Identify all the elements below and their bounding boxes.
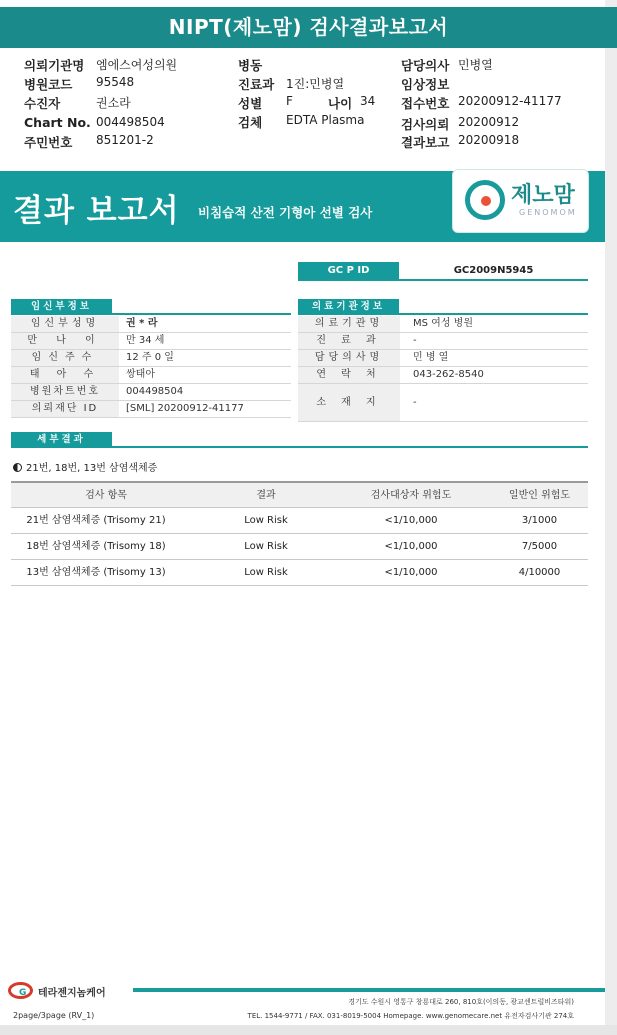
- table-row: [11, 367, 291, 384]
- pregnant-info-table: [11, 316, 291, 422]
- table-row: [11, 534, 588, 560]
- report-date-label: 결과보고: [401, 135, 450, 150]
- subheading-text: 21번, 18번, 13번 삼염색체증: [26, 463, 158, 474]
- test-item: 13번 삼염색체증 (Trisomy 13): [26, 567, 166, 578]
- clinical-info-label: 임상정보: [401, 77, 450, 92]
- detail-subheading: [13, 459, 157, 474]
- institution-value: 엠에스여성의원: [96, 58, 178, 72]
- logo-text: 제노맘: [511, 183, 575, 208]
- info-value: 민 병 열: [413, 352, 449, 363]
- footer-divider: [133, 988, 605, 992]
- table-row: [11, 508, 588, 534]
- institution-label: 의뢰기관명: [24, 58, 85, 73]
- bottom-scroll-area: [0, 1025, 617, 1035]
- genomom-logo: [452, 169, 589, 233]
- footer-address: 경기도 수원시 영통구 창룡대로 260, 810호(이의동, 광교센트럴비즈타워): [348, 998, 574, 1006]
- resident-no-value: 851201-2: [96, 133, 154, 147]
- examinee-label: 수진자: [24, 96, 61, 111]
- gcp-id-label: GC P ID: [298, 262, 399, 279]
- institution-info-table: [298, 316, 588, 422]
- column-header: 검사 항목: [85, 490, 127, 501]
- subject-risk: <1/10,000: [384, 541, 438, 552]
- subject-risk: <1/10,000: [384, 515, 438, 526]
- test-item: 18번 삼염색체증 (Trisomy 18): [26, 541, 166, 552]
- info-label: 임신주수: [11, 350, 119, 366]
- subject-risk: <1/10,000: [384, 567, 438, 578]
- table-row: [11, 333, 291, 350]
- hospital-code-label: 병원코드: [24, 77, 73, 92]
- column-header: 결과: [256, 490, 276, 501]
- receipt-no-value: 20200912-41177: [458, 94, 562, 108]
- table-row: [298, 316, 588, 333]
- chart-no-label: Chart No.: [24, 115, 91, 130]
- general-risk: 4/10000: [518, 567, 561, 578]
- general-risk: 7/5000: [521, 541, 558, 552]
- department-label: 진료과: [238, 77, 275, 92]
- table-row: [11, 316, 291, 333]
- doctor-label: 담당의사: [401, 58, 450, 73]
- table-row: [298, 350, 588, 367]
- banner-subtitle: 비침습적 산전 기형아 선별 검사: [198, 205, 373, 220]
- info-value: -: [413, 335, 417, 346]
- results-table-header: [11, 481, 588, 508]
- detail-section-line: [11, 446, 588, 448]
- age-value: 34: [360, 94, 376, 108]
- institution-section-title: 의료기관정보: [298, 299, 399, 314]
- company-name: 테라젠지놈케어: [38, 988, 106, 999]
- table-row: [11, 384, 291, 401]
- info-value: 043-262-8540: [413, 369, 484, 380]
- banner-title: 결과 보고서: [13, 193, 180, 229]
- logo-subtext: GENOMOM: [519, 208, 577, 217]
- pregnant-section-line: [11, 313, 291, 315]
- footer-contact: TEL. 1544-9771 / FAX. 031-8019-5004 Homepage. www.genomecare.net 유전자검사기관 274호: [247, 1012, 574, 1020]
- info-value: MS 여성 병원: [413, 318, 473, 329]
- info-value: 쌍태아: [126, 369, 155, 380]
- test-result: Low Risk: [244, 515, 288, 526]
- info-label: 의뢰재단 ID: [11, 401, 119, 417]
- examinee-value: 권소라: [96, 96, 131, 110]
- detail-section-title: 세부결과: [11, 432, 112, 447]
- half-circle-icon: [13, 463, 22, 472]
- report-title-bar: [0, 7, 617, 48]
- info-label: 연 락 처: [298, 367, 400, 383]
- hospital-code-value: 95548: [96, 75, 135, 89]
- column-header: 일반인 위험도: [508, 490, 571, 501]
- info-label: 임신부성명: [11, 316, 119, 332]
- general-risk: 3/1000: [521, 515, 558, 526]
- info-label: 병원차트번호: [11, 384, 119, 400]
- ward-label: 병동: [238, 58, 263, 73]
- footer-company-logo: [8, 982, 128, 1000]
- request-date-value: 20200912: [458, 115, 520, 129]
- info-value: 004498504: [126, 386, 184, 397]
- gcp-id: [298, 262, 588, 281]
- table-row: [11, 401, 291, 418]
- company-logo-icon: G: [8, 982, 33, 999]
- table-row: [11, 560, 588, 586]
- info-value: 12 주 0 일: [126, 352, 174, 363]
- request-date-label: 검사의뢰: [401, 117, 450, 132]
- report-title: NIPT(제노맘) 검사결과보고서: [168, 15, 449, 39]
- sex-label: 성별: [238, 96, 263, 111]
- info-label: 소 재 지: [298, 384, 400, 421]
- info-label: 담당의사명: [298, 350, 400, 366]
- test-item: 21번 삼염색체증 (Trisomy 21): [26, 515, 166, 526]
- column-header: 검사대상자 위험도: [370, 490, 452, 501]
- report-date-value: 20200918: [458, 133, 520, 147]
- info-value: 권 * 라: [126, 318, 158, 329]
- table-row: [298, 333, 588, 350]
- info-value: -: [413, 397, 417, 408]
- table-row: [298, 367, 588, 384]
- age-label: 나이: [328, 96, 353, 111]
- receipt-no-label: 접수번호: [401, 96, 450, 111]
- info-value: [SML] 20200912-41177: [126, 403, 244, 414]
- info-value: 만 34 세: [126, 335, 165, 346]
- page-number: 2page/3page (RV_1): [13, 1011, 95, 1020]
- table-row: [11, 350, 291, 367]
- info-label: 의료기관명: [298, 316, 400, 332]
- sex-value: F: [286, 94, 293, 108]
- department-value: 1진:민병열: [286, 77, 345, 91]
- specimen-value: EDTA Plasma: [286, 113, 365, 127]
- header-info: [0, 52, 617, 157]
- info-label: 태 아 수: [11, 367, 119, 383]
- table-row: [298, 384, 588, 422]
- info-label: 진 료 과: [298, 333, 400, 349]
- logo-mother-icon: [465, 180, 505, 220]
- info-label: 만 나 이: [11, 333, 119, 349]
- pregnant-section-title: 임신부정보: [11, 299, 112, 314]
- resident-no-label: 주민번호: [24, 135, 73, 150]
- gcp-id-value: GC2009N5945: [453, 265, 534, 276]
- doctor-value: 민병열: [458, 58, 493, 72]
- chart-no-value: 004498504: [96, 115, 165, 129]
- test-result: Low Risk: [244, 567, 288, 578]
- institution-section-line: [298, 313, 588, 315]
- specimen-label: 검체: [238, 115, 263, 130]
- test-result: Low Risk: [244, 541, 288, 552]
